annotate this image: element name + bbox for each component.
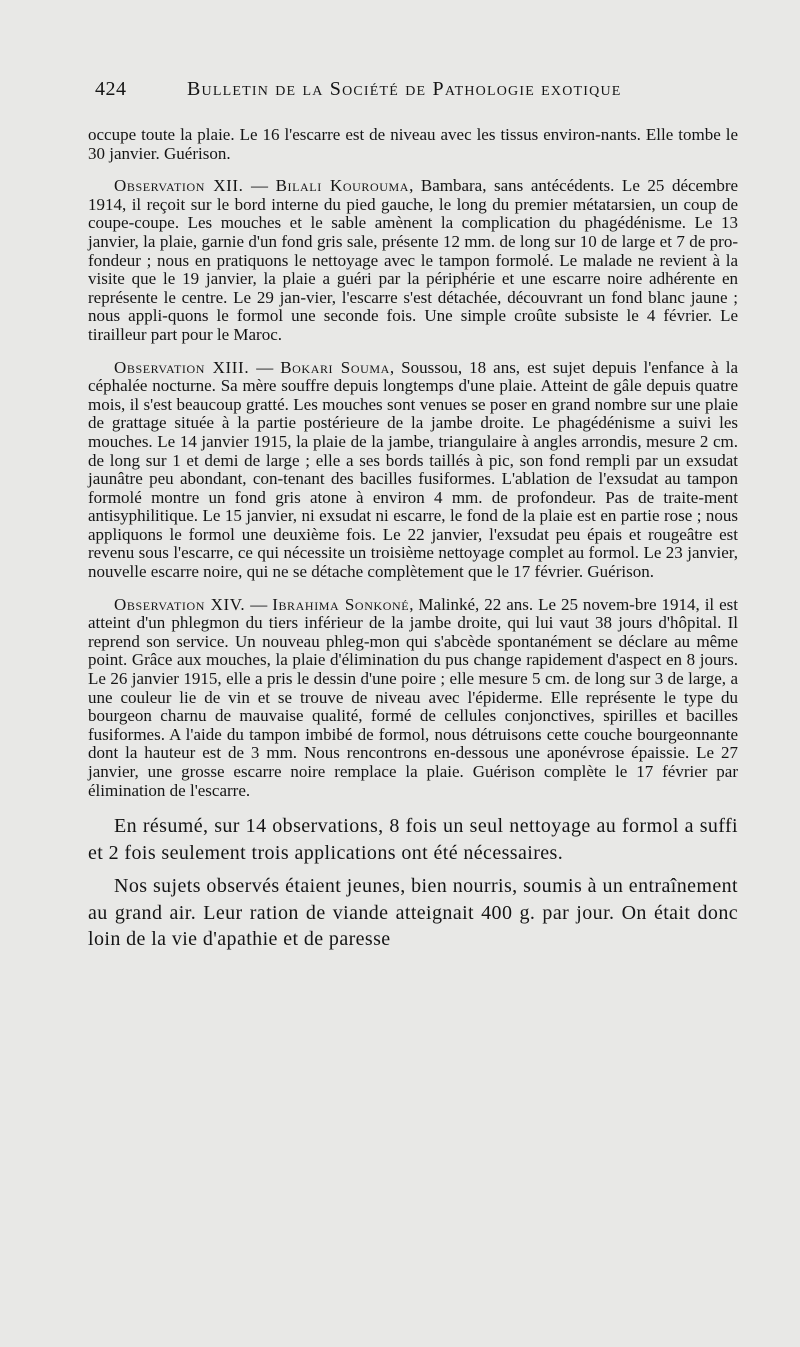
observation-xiv	[88, 596, 738, 801]
body-text	[88, 126, 738, 953]
page-number: 424	[95, 78, 127, 100]
observation-text: , Soussou, 18 ans, est sujet depuis l'enfance à la céphalée nocturne. Sa mère souffre depuis longtemps d'une plaie. Atteint de gâle depuis quatre mois, il s'est beaucoup gratté. Les mouches sont venues se poser en grand nombre sur une plaie de grattage située à la partie postérieure de la jambe droite. Le phagédénisme a suivi les mouches. Le 14 janvier 1915, la plaie de la jambe, triangulaire à angles arrondis, mesure 2 cm. de long sur 1 et demi de large ; elle a ses bords taillés à pic, son fond rempli par un exsudat jaunâtre peu abondant, con-tenant des bacilles fusiformes. L'ablation de l'exsudat au tampon formolé montre un fond gris atone à environ 4 mm. de profondeur. Pas de traite-ment antisyphilitique. Le 15 janvier, ni exsudat ni escarre, le fond de la plaie est en partie rose ; nous appliquons le formol une deuxième fois. Le 22 janvier, l'exsudat peu épais et rougeâtre est revenu sous l'escarre, ce qui nécessite un troisième nettoyage complet au formol. Le 23 janvier, nouvelle escarre noire, qui ne se détache complètement que le 17 février. Guérison.	[88, 357, 738, 582]
patient-name: Ibrahima Sonkoné	[272, 594, 410, 614]
running-title: Bulletin de la Société de Pathologie exotique	[187, 78, 622, 100]
observation-text: , Bambara, sans antécédents. Le 25 décembre 1914, il reçoit sur le bord interne du pied gauche, le long du premier métatarsien, un coup de coupe-coupe. Les mouches et le sable amènent la complication du phagédénisme. Le 13 janvier, la plaie, garnie d'un fond gris sale, présente 12 mm. de long sur 10 de large et 7 de pro-fondeur ; nous en pratiquons le nettoyage avec le tampon formolé. Le malade ne revient à la visite que le 19 janvier, la plaie a guéri par la périphérie et une escarre noire adhérente en représente le centre. Le 29 jan-vier, l'escarre s'est détachée, découvrant un fond blanc jaune ; nous appli-quons le formol une seconde fois. Une simple croûte subsiste le 4 février. Le tirailleur part pour le Maroc.	[88, 176, 739, 344]
patient-name: Bokari Souma	[280, 357, 390, 377]
page-header	[95, 78, 655, 110]
observation-xii	[88, 177, 738, 344]
summary-paragraph: En résumé, sur 14 observations, 8 fois un seul nettoyage au formol a suffi et 2 fois seulement trois applications ont été nécessaires.	[88, 815, 738, 864]
observation-xiii	[88, 359, 738, 582]
observation-label: Observation XII.	[114, 176, 244, 196]
observation-label: Observation XIV.	[114, 594, 246, 614]
observation-dash: —	[243, 176, 276, 196]
observation-label: Observation XIII.	[114, 357, 250, 377]
observation-dash: —	[249, 357, 281, 377]
conclusion-paragraph: Nos sujets observés étaient jeunes, bien nourris, soumis à un entraînement au grand air. Leur ration de viande atteignait 400 g. par jour. On était donc loin de la vie d'apathie et de paresse	[88, 875, 738, 951]
patient-name: Bilali Kourouma	[275, 176, 410, 196]
observation-dash: —	[245, 594, 273, 614]
paragraph-continuation: occupe toute la plaie. Le 16 l'escarre est de niveau avec les tissus environ-nants. Elle tombe le 30 janvier. Guérison.	[88, 125, 738, 163]
observation-text: , Malinké, 22 ans. Le 25 novem-bre 1914, il est atteint d'un phlegmon du tiers inférieur de la jambe droite, qui lui vaut 38 jours d'hôpital. Il reprend son service. Un nouveau phleg-mon qui s'abcède spontanément se déclare au même point. Grâce aux mouches, la plaie d'élimination du pus change rapidement d'aspect en 8 jours. Le 26 janvier 1915, elle a pris le dessin d'une poire ; elle mesure 5 cm. de long sur 3 de large, a une couleur lie de vin et se trouve de niveau avec l'épiderme. Elle représente le type du bourgeon charnu de mauvaise qualité, formé de cellules conjonctives, spirilles et bacilles fusiformes. A l'aide du tampon imbibé de formol, nous détruisons cette couche bourgeonnante dont la hauteur est de 3 mm. Nous rencontrons en-dessous une aponévrose épaissie. Le 27 janvier, une grosse escarre noire remplace la plaie. Guérison complète le 17 février par élimination de l'escarre.	[88, 594, 738, 800]
